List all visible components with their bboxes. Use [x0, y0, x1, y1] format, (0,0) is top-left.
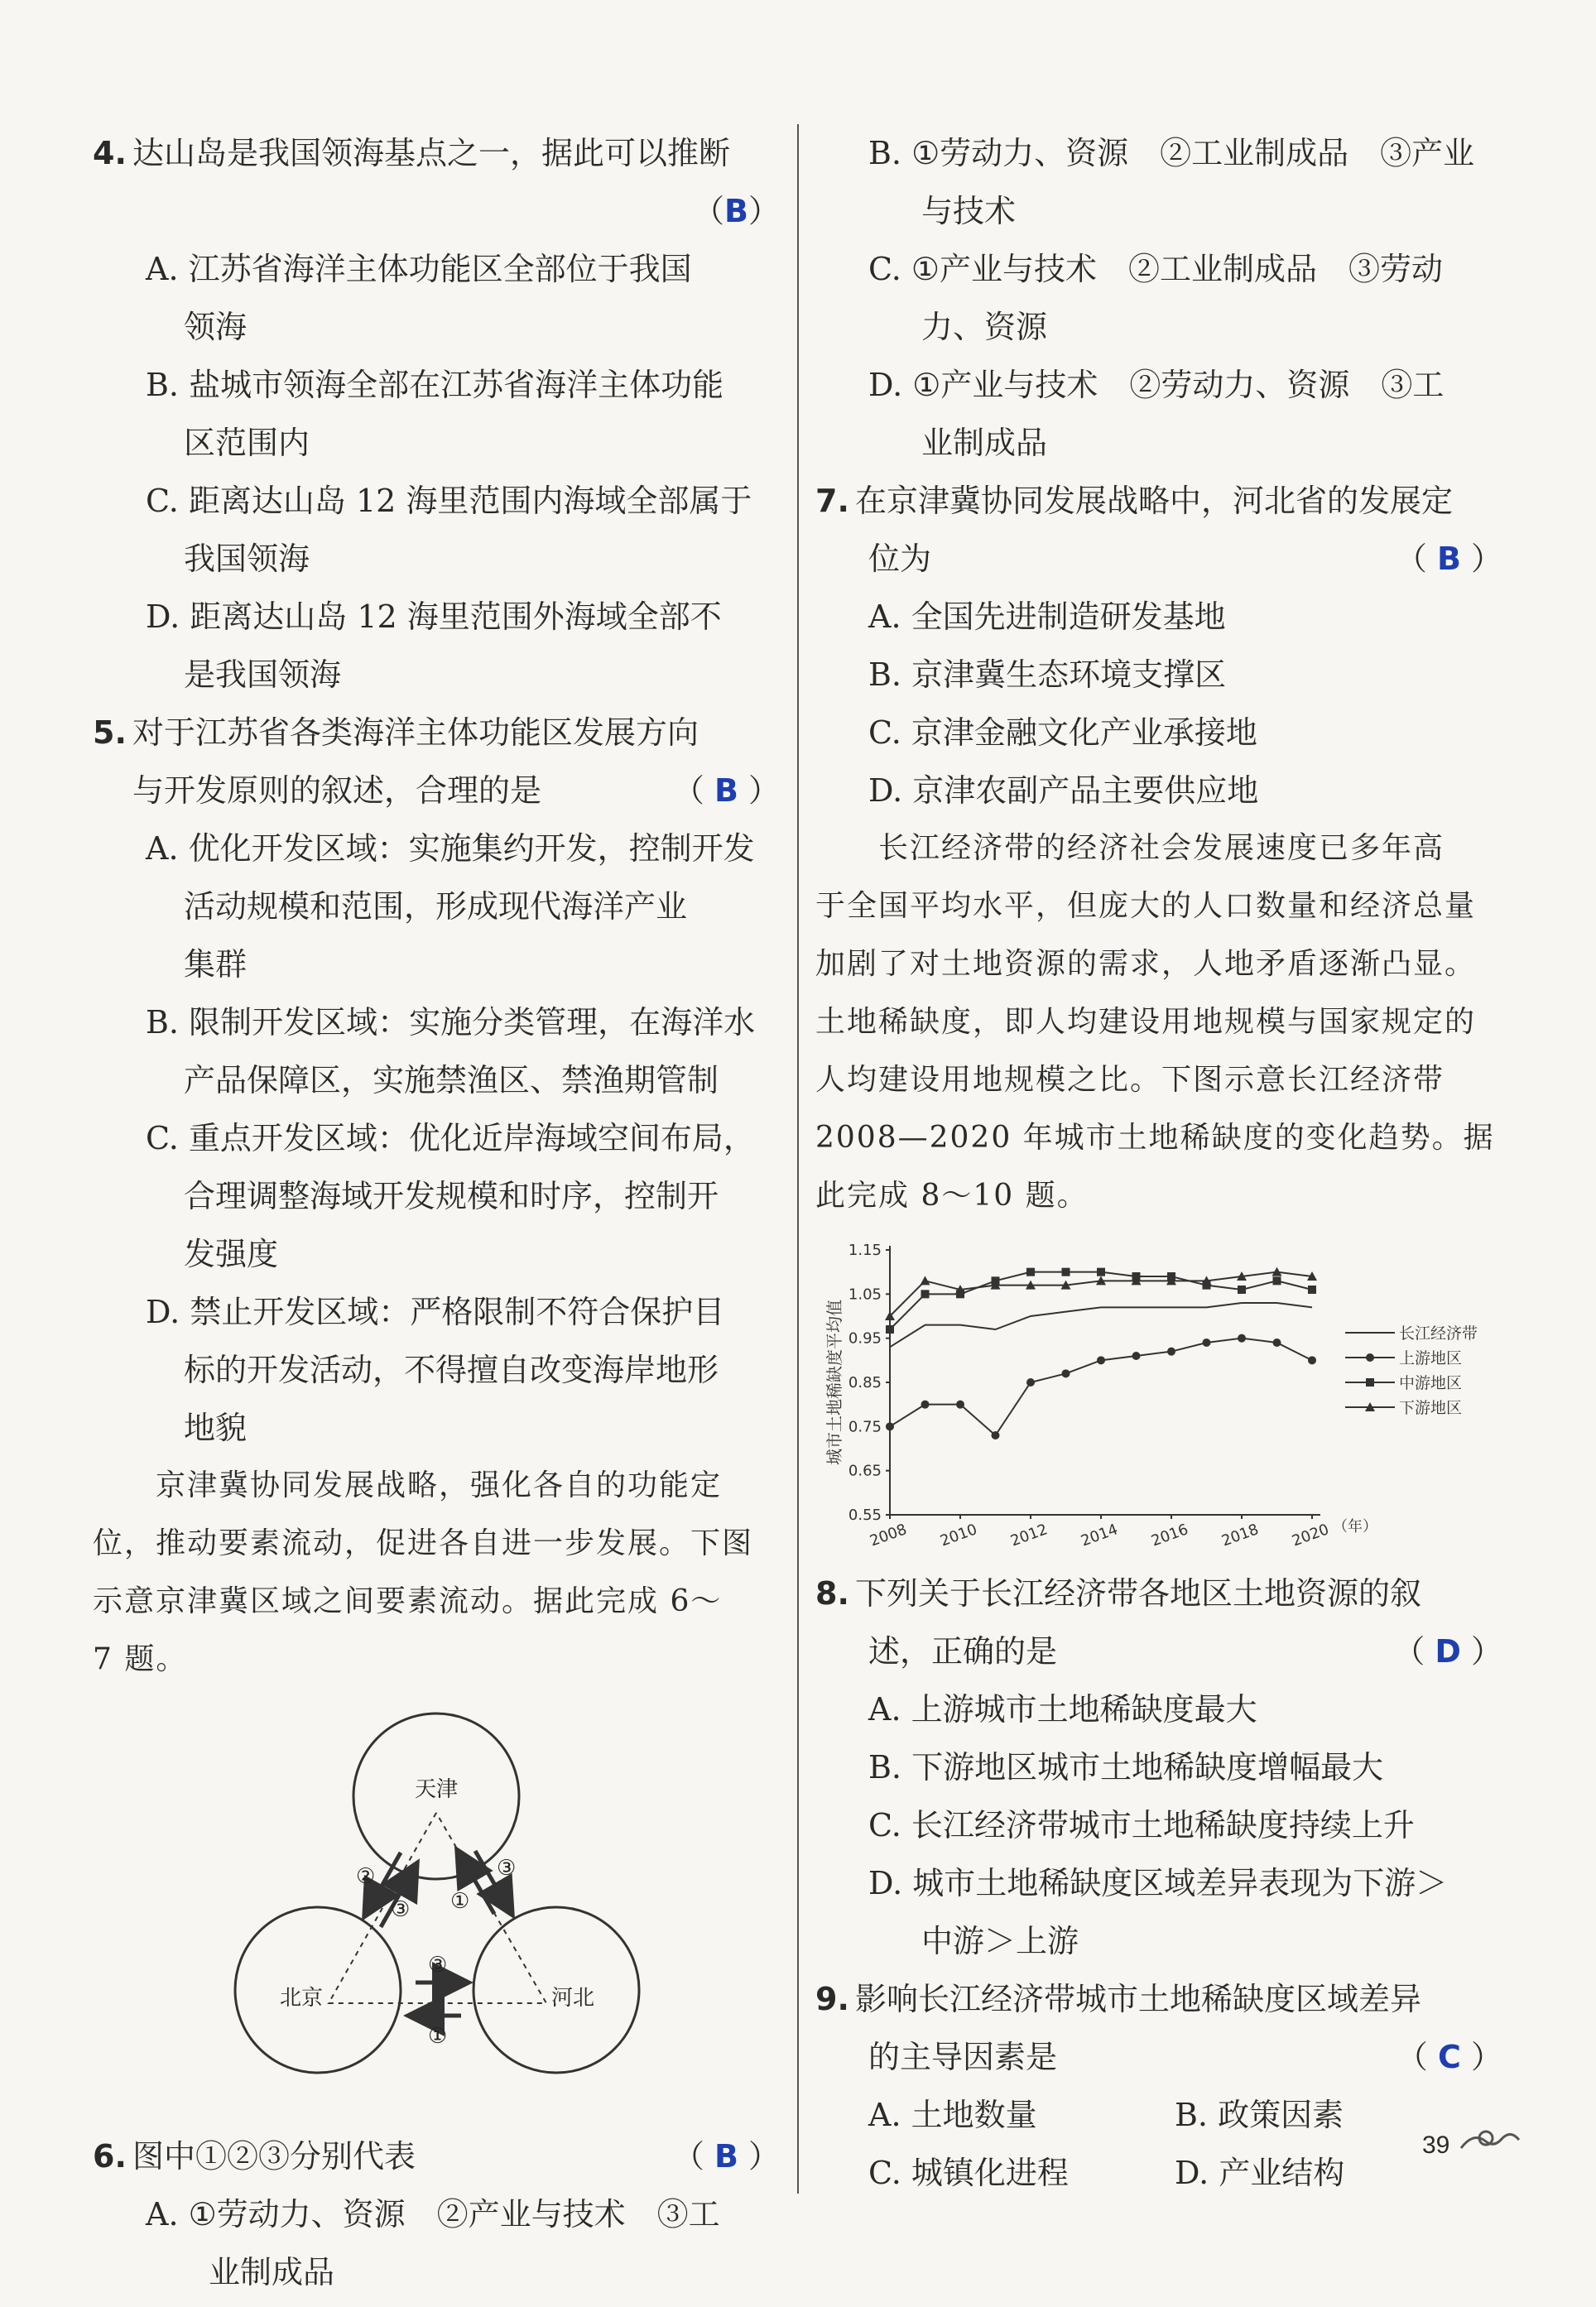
- option-text: 江苏省海洋主体功能区全部位于我国: [188, 251, 692, 287]
- data-point-triangle: [1272, 1267, 1282, 1276]
- data-point-circle: [1062, 1369, 1070, 1377]
- option-text: 区范围内: [184, 425, 310, 461]
- legend-marker: [1366, 1353, 1374, 1362]
- series-line-none: [890, 1303, 1312, 1347]
- question-stem: 在京津冀协同发展战略中，河北省的发展定: [855, 483, 1454, 519]
- answer: B: [714, 772, 738, 809]
- x-tick-label: 2014: [1079, 1521, 1121, 1550]
- intro-line: 2008—2020 年城市土地稀缺度的变化趋势。据: [815, 1121, 1495, 1155]
- option-text: A. ①劳动力、资源 ②产业与技术 ③工: [146, 2196, 720, 2233]
- option-text: D. ①产业与技术 ②劳动力、资源 ③工: [868, 367, 1445, 403]
- option-label: A.: [146, 830, 179, 867]
- marker-3-label: ③: [391, 1897, 411, 1922]
- question-number: 9.: [815, 1981, 849, 2017]
- x-tick-label: 2016: [1149, 1521, 1191, 1550]
- option-text: B. ①劳动力、资源 ②工业制成品 ③产业: [868, 135, 1475, 171]
- option-text: 距离达山岛 12 海里范围外海域全部不: [190, 598, 722, 635]
- option-label: C.: [146, 483, 179, 519]
- y-tick-label: 1.15: [848, 1242, 882, 1259]
- question-stem: 图中①②③分别代表: [132, 2138, 416, 2175]
- marker-1-label: ①: [450, 1889, 470, 1914]
- option-text: 禁止开发区域：严格限制不符合保护目: [190, 1294, 725, 1330]
- option-text: 盐城市领海全部在江苏省海洋主体功能: [189, 367, 724, 403]
- x-axis-label: （年）: [1333, 1518, 1377, 1536]
- option-text: C. 京津金融文化产业承接地: [868, 714, 1257, 751]
- data-point-circle: [992, 1431, 1000, 1439]
- data-point-square: [1062, 1268, 1070, 1276]
- answer: D: [1435, 1633, 1461, 1670]
- intro-jingjinji: [93, 1457, 780, 1689]
- data-point-square: [921, 1290, 930, 1298]
- beijing-label: 北京: [279, 1986, 324, 2011]
- question-5: 5. 对于江苏省各类海洋主体功能区发展方向 与开发原则的叙述，合理的是 （ B ） A. 优化开发区域：实施集约开发，控制开发 活动规模和范围，形成现代海洋产业 集群 B. 限制开发区域：实施分类管理，在海洋水 产品保障区，实施禁渔区、禁渔期管制 C. 重点开发区域：优化近岸海域空间布局， 合理调整海域开发规模和时序，控制开 发强度 D. 禁止开发区域：严格限制不符合保护目 标的开发活动，不得擅自改变海岸地形 地貌: [93, 704, 780, 1457]
- option-text: 重点开发区域：优化近岸海域空间布局，: [188, 1120, 755, 1156]
- answer: C: [1438, 2039, 1461, 2075]
- left-column: [93, 124, 780, 2301]
- marker-2-label: ②: [356, 1864, 376, 1889]
- hebei-label: 河北: [550, 1986, 595, 2011]
- option-text: 发强度: [184, 1236, 279, 1272]
- question-stem: 位为: [868, 541, 932, 577]
- option-text: C. 长江经济带城市土地稀缺度持续上升: [868, 1807, 1415, 1843]
- question-stem: 影响长江经济带城市土地稀缺度区域差异: [855, 1981, 1422, 2017]
- data-point-square: [886, 1325, 894, 1334]
- option-text: B. 京津冀生态环境支撑区: [868, 656, 1227, 693]
- question-stem: 述，正确的是: [868, 1633, 1058, 1670]
- tianjin-label: 天津: [414, 1777, 459, 1802]
- x-tick-label: 2012: [1008, 1521, 1050, 1550]
- data-point-square: [1238, 1286, 1246, 1294]
- data-point-square: [1308, 1286, 1316, 1294]
- question-6: 6. 图中①②③分别代表 （ B ） A. ①劳动力、资源 ②产业与技术 ③工 业制成品: [93, 2127, 780, 2301]
- legend-label: 长江经济带: [1399, 1324, 1478, 1343]
- intro-line: 人均建设用地规模之比。下图示意长江经济带: [815, 1063, 1445, 1097]
- option-text: C. ①产业与技术 ②工业制成品 ③劳动: [868, 251, 1443, 287]
- answer: B: [1436, 541, 1461, 577]
- option-text: 活动规模和范围，形成现代海洋产业: [184, 888, 688, 925]
- data-point-circle: [1273, 1339, 1281, 1347]
- question-stem: 达山岛是我国领海基点之一，据此可以推断: [132, 135, 731, 171]
- option-text: 地貌: [184, 1410, 248, 1446]
- x-tick-label: 2010: [938, 1521, 980, 1550]
- question-number: 4.: [93, 135, 127, 171]
- question-stem: 对于江苏省各类海洋主体功能区发展方向: [132, 714, 699, 751]
- question-stem: 与开发原则的叙述，合理的是: [132, 772, 542, 809]
- option-text: 业制成品: [209, 2254, 335, 2290]
- option-text: B. 政策因素: [1175, 2097, 1344, 2133]
- question-4: [93, 124, 780, 704]
- data-point-circle: [1097, 1356, 1105, 1364]
- option-text: 集群: [184, 946, 248, 983]
- option-text: A. 上游城市土地稀缺度最大: [868, 1691, 1257, 1728]
- intro-line: 7 题。: [93, 1642, 188, 1676]
- option-text: 合理调整海域开发规模和时序，控制开: [184, 1178, 719, 1214]
- data-point-triangle: [921, 1276, 930, 1285]
- question-number: 8.: [815, 1575, 849, 1612]
- option-text: 我国领海: [184, 541, 310, 577]
- intro-line: 土地稀缺度，即人均建设用地规模与国家规定的: [815, 1005, 1477, 1039]
- option-label: D.: [146, 598, 180, 635]
- option-text: 优化开发区域：实施集约开发，控制开发: [188, 830, 755, 867]
- option-text: 领海: [184, 309, 248, 345]
- x-tick-label: 2008: [868, 1521, 910, 1550]
- option-text: 业制成品: [921, 425, 1048, 461]
- option-label: B.: [146, 1004, 180, 1041]
- data-point-square: [1097, 1268, 1105, 1276]
- page-number: 39: [1422, 2132, 1450, 2159]
- answer-paren-close: ）: [748, 193, 780, 229]
- marker-1-label: ①: [428, 2024, 448, 2049]
- intro-line: 京津冀协同发展战略，强化各自的功能定: [156, 1468, 723, 1502]
- option-text: 产品保障区，实施禁渔区、禁渔期管制: [184, 1062, 719, 1098]
- option-text: 限制开发区域：实施分类管理，在海洋水: [189, 1004, 756, 1041]
- answer: B: [724, 193, 748, 229]
- question-number: 7.: [815, 483, 849, 519]
- option-text: 与技术: [921, 193, 1017, 229]
- question-number: 6.: [93, 2138, 127, 2175]
- data-point-circle: [1203, 1339, 1211, 1347]
- page-ornament-icon: [1457, 2123, 1523, 2156]
- option-label: A.: [146, 251, 179, 287]
- option-text: 标的开发活动，不得擅自改变海岸地形: [184, 1352, 719, 1388]
- right-column: [815, 124, 1502, 2202]
- y-tick-label: 0.95: [848, 1329, 882, 1348]
- option-label: B.: [146, 367, 180, 403]
- data-point-circle: [1167, 1348, 1175, 1356]
- question-8: 8. 下列关于长江经济带各地区土地资源的叙 述，正确的是 （ D ） A. 上游城市土地稀缺度最大 B. 下游地区城市土地稀缺度增幅最大 C. 长江经济带城市土地稀缺度持续上升 D. 城市土地稀缺度区域差异表现为下游＞ 中游＞上游: [815, 1564, 1502, 1970]
- land-scarcity-chart: [815, 1233, 1502, 1564]
- question-9: 9. 影响长江经济带城市土地稀缺度区域差异 的主导因素是 （ C ） A. 土地数量 B. 政策因素 C. 城镇化进程 D. 产业结构: [815, 1970, 1502, 2202]
- data-point-square: [1273, 1276, 1281, 1285]
- legend-marker: [1366, 1378, 1374, 1387]
- y-axis-label: 城市土地稀缺度平均值: [824, 1300, 844, 1465]
- intro-line: 位，推动要素流动，促进各自进一步发展。下图: [93, 1526, 754, 1560]
- marker-3-label: ③: [497, 1856, 517, 1881]
- option-text: B. 下游地区城市土地稀缺度增幅最大: [868, 1749, 1384, 1786]
- option-text: 力、资源: [921, 309, 1048, 345]
- option-text: D. 产业结构: [1175, 2155, 1345, 2191]
- x-tick-label: 2020: [1290, 1521, 1332, 1550]
- legend-label: 上游地区: [1399, 1349, 1463, 1367]
- y-tick-label: 0.65: [848, 1462, 882, 1480]
- option-label: C.: [146, 1120, 179, 1156]
- data-point-square: [1026, 1268, 1035, 1276]
- question-number: 5.: [93, 714, 127, 751]
- intro-line: 示意京津冀区域之间要素流动。据此完成 6～: [93, 1584, 723, 1618]
- y-tick-label: 0.55: [848, 1507, 882, 1524]
- legend-label: 下游地区: [1399, 1399, 1463, 1417]
- data-point-circle: [1026, 1378, 1035, 1387]
- jingjinji-flow-diagram: [93, 1697, 780, 2127]
- option-text: D. 京津农副产品主要供应地: [868, 772, 1259, 809]
- column-divider: [797, 124, 799, 2194]
- option-text: C. 城镇化进程: [868, 2155, 1069, 2191]
- intro-yangtze: [815, 819, 1502, 1225]
- option-text: 是我国领海: [184, 656, 342, 693]
- legend-label: 中游地区: [1399, 1374, 1463, 1392]
- option-label: D.: [146, 1294, 180, 1330]
- x-tick-label: 2018: [1219, 1521, 1262, 1550]
- y-tick-label: 0.85: [848, 1374, 882, 1391]
- question-6-continued: [815, 124, 1502, 472]
- option-text: 中游＞上游: [921, 1923, 1079, 1959]
- y-tick-label: 0.75: [848, 1418, 882, 1436]
- option-text: 距离达山岛 12 海里范围内海域全部属于: [188, 483, 752, 519]
- data-point-circle: [1132, 1352, 1141, 1360]
- option-text: A. 全国先进制造研发基地: [868, 598, 1226, 635]
- series-line-circle: [890, 1339, 1312, 1435]
- intro-line: 长江经济带的经济社会发展速度已多年高: [878, 831, 1445, 865]
- question-7: 7. 在京津冀协同发展战略中，河北省的发展定 位为 （ B ） A. 全国先进制造研发基地 B. 京津冀生态环境支撑区 C. 京津金融文化产业承接地 D. 京津农副产品主要供应地: [815, 472, 1502, 819]
- data-point-circle: [1308, 1356, 1316, 1364]
- option-text: A. 土地数量: [868, 2097, 1037, 2133]
- intro-line: 于全国平均水平，但庞大的人口数量和经济总量: [815, 889, 1477, 923]
- y-tick-label: 1.05: [848, 1286, 882, 1304]
- answer: B: [714, 2138, 738, 2175]
- answer-paren-open: （: [693, 193, 725, 229]
- question-stem: 的主导因素是: [868, 2039, 1058, 2075]
- question-stem: 下列关于长江经济带各地区土地资源的叙: [855, 1575, 1422, 1612]
- data-point-circle: [1238, 1334, 1246, 1343]
- data-point-circle: [886, 1422, 894, 1430]
- option-text: D. 城市土地稀缺度区域差异表现为下游＞: [868, 1865, 1448, 1901]
- intro-line: 此完成 8～10 题。: [815, 1179, 1089, 1213]
- data-point-circle: [956, 1401, 964, 1409]
- marker-3-label: ③: [428, 1953, 448, 1978]
- intro-line: 加剧了对土地资源的需求，人地矛盾逐渐凸显。: [815, 947, 1477, 981]
- data-point-circle: [921, 1401, 930, 1409]
